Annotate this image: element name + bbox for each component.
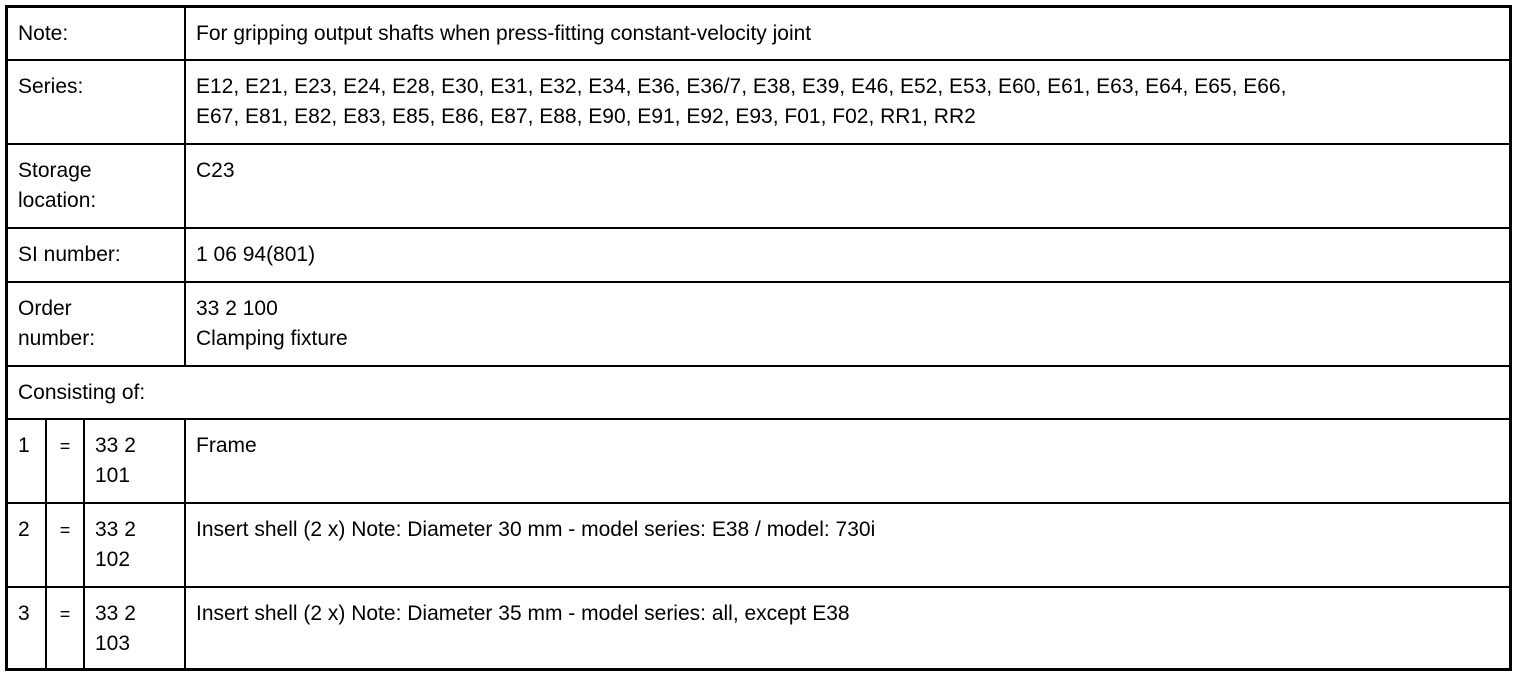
part-code-line-1: 33 2 — [95, 434, 136, 457]
equals-sign: = — [59, 436, 71, 456]
part-code-line-2: 103 — [95, 632, 131, 655]
part-index: 1 — [8, 419, 46, 503]
equals-sign: = — [59, 520, 71, 540]
part-code-line-1: 33 2 — [95, 518, 136, 541]
part-row — [8, 419, 1509, 503]
si-number-value: 1 06 94(801) — [185, 228, 1509, 282]
note-label: Note: — [8, 8, 185, 60]
series-line-2: E67, E81, E82, E83, E85, E86, E87, E88, E90, E91, E92, E93, F01, F02, RR1, RR2 — [196, 105, 976, 128]
part-code — [84, 587, 185, 671]
part-equals — [46, 587, 84, 671]
note-row — [8, 8, 1509, 60]
order-number-label — [8, 282, 185, 366]
si-number-row — [8, 228, 1509, 282]
part-index: 3 — [8, 587, 46, 671]
part-equals — [46, 503, 84, 587]
si-number-label: SI number: — [8, 228, 185, 282]
note-value: For gripping output shafts when press-fitting constant-velocity joint — [185, 8, 1509, 60]
part-description: Insert shell (2 x) Note: Diameter 30 mm - model series: E38 / model: 730i — [185, 503, 1509, 587]
series-line-1: E12, E21, E23, E24, E28, E30, E31, E32, E34, E36, E36/7, E38, E39, E46, E52, E53, E60, E61, E63, E64, E65, E66, — [196, 75, 1287, 98]
order-number-value — [185, 282, 1509, 366]
order-label-line-2: number: — [18, 327, 96, 350]
part-description: Insert shell (2 x) Note: Diameter 35 mm - model series: all, except E38 — [185, 587, 1509, 671]
consisting-of-label: Consisting of: — [8, 366, 1509, 419]
storage-label-line-2: location: — [18, 189, 97, 212]
order-number-code: 33 2 100 — [196, 297, 278, 320]
part-row — [8, 503, 1509, 587]
part-code-line-2: 102 — [95, 548, 131, 571]
spec-sheet — [5, 5, 1512, 671]
storage-row — [8, 144, 1509, 228]
equals-sign: = — [59, 604, 71, 624]
series-row — [8, 60, 1509, 144]
storage-value: C23 — [185, 144, 1509, 228]
storage-label-line-1: Storage — [18, 159, 92, 182]
part-index: 2 — [8, 503, 46, 587]
consisting-of-row — [8, 366, 1509, 419]
part-code — [84, 503, 185, 587]
series-label: Series: — [8, 60, 185, 144]
part-description: Frame — [185, 419, 1509, 503]
order-number-row — [8, 282, 1509, 366]
part-code — [84, 419, 185, 503]
series-value — [185, 60, 1509, 144]
spec-table — [8, 8, 1509, 671]
part-code-line-2: 101 — [95, 464, 131, 487]
part-row — [8, 587, 1509, 671]
part-equals — [46, 419, 84, 503]
storage-label — [8, 144, 185, 228]
order-number-description: Clamping fixture — [196, 327, 348, 350]
part-code-line-1: 33 2 — [95, 602, 136, 625]
order-label-line-1: Order — [18, 297, 72, 320]
